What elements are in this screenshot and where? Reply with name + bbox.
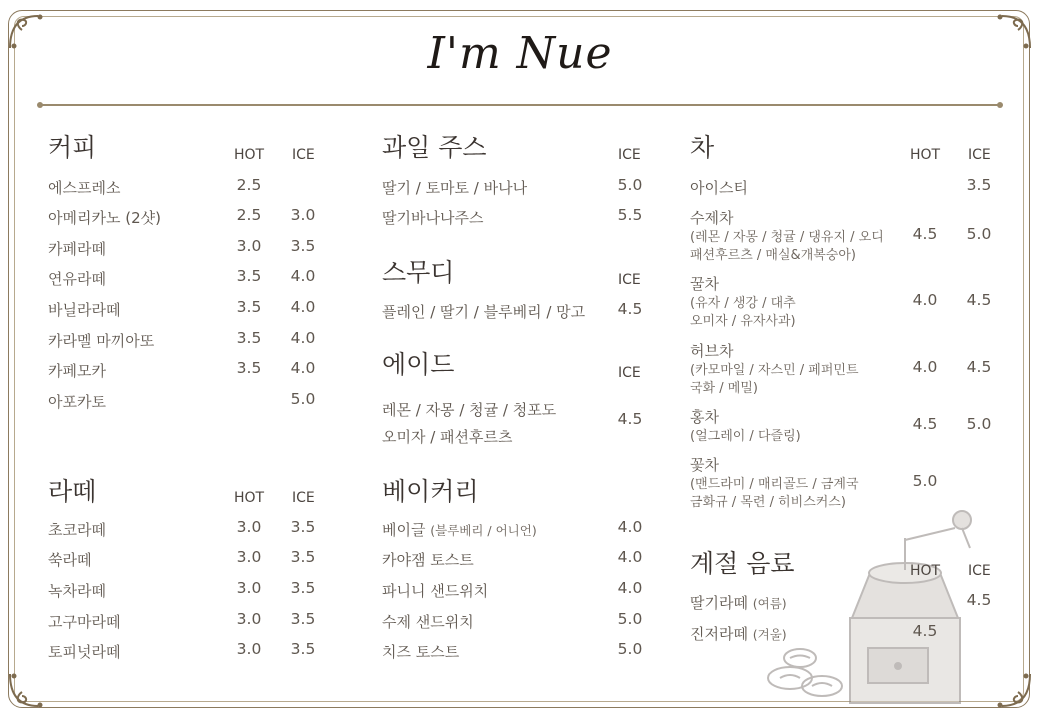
menu-item-name: 허브차	[690, 342, 734, 360]
menu-item-name: 초코라떼	[48, 521, 106, 539]
price-ice: 3.5	[290, 640, 316, 658]
price-ice: 4.5	[966, 358, 992, 376]
menu-item-note: (레몬 / 자몽 / 청귤 / 댕유지 / 오디	[690, 230, 884, 245]
menu-item-note: 패션후르츠 / 매실&개복숭아)	[690, 248, 856, 263]
price-hot: 3.0	[236, 640, 262, 658]
menu-item-name: 아메리카노 (2샷)	[48, 209, 161, 227]
price-ice: 4.0	[290, 298, 316, 316]
col-head-ice: ICE	[292, 490, 315, 506]
menu-item-name: 카라멜 마끼아또	[48, 332, 155, 350]
menu-item-name: 녹차라떼	[48, 582, 106, 600]
col-head-hot: HOT	[234, 490, 265, 506]
price-ice: 5.0	[966, 415, 992, 433]
price-hot: 3.0	[236, 518, 262, 536]
menu-item-note: 국화 / 메밀)	[690, 381, 758, 396]
price-hot: 4.0	[912, 358, 938, 376]
price-ice: 4.0	[290, 359, 316, 377]
price-ice: 3.5	[290, 237, 316, 255]
menu-item-name: 홍차	[690, 408, 719, 426]
price-ice: 3.5	[290, 610, 316, 628]
menu-item-note: (얼그레이 / 다즐링)	[690, 429, 801, 444]
menu-item-name: 꿀차	[690, 275, 719, 293]
menu-item-name: 딸기 / 토마토 / 바나나	[382, 179, 528, 197]
price-hot: 3.0	[236, 548, 262, 566]
corner-flourish-icon	[988, 666, 1036, 714]
menu-item-name: 꽃차	[690, 456, 719, 474]
col-head-ice: ICE	[618, 365, 641, 381]
price-hot: 3.0	[236, 579, 262, 597]
col-head-ice: ICE	[618, 272, 641, 288]
price: 4.0	[617, 518, 643, 536]
section-title-seasonal: 계절 음료	[690, 549, 795, 578]
menu-item-name: 카페모카	[48, 362, 106, 380]
menu-item-name: 에스프레소	[48, 179, 121, 197]
section-title-coffee: 커피	[48, 133, 97, 162]
menu-item-name: 아포카토	[48, 393, 106, 411]
menu-item-note: (유자 / 생강 / 대추	[690, 296, 796, 311]
menu-item-note: 금화규 / 목련 / 히비스커스)	[690, 495, 846, 510]
menu-item-name: 플레인 / 딸기 / 블루베리 / 망고	[382, 303, 586, 321]
price-hot: 3.5	[236, 329, 262, 347]
price-hot: 3.5	[236, 267, 262, 285]
menu-item-name: 수제차	[690, 209, 734, 227]
menu-item-name: 카야잼 토스트	[382, 551, 474, 569]
price-ice: 3.5	[290, 579, 316, 597]
price-hot: 3.0	[236, 237, 262, 255]
corner-flourish-icon	[4, 666, 52, 714]
menu-item-name: 고구마라떼	[48, 613, 121, 631]
header-divider	[40, 104, 1000, 106]
price-ice: 3.5	[290, 518, 316, 536]
price-ice: 4.0	[290, 329, 316, 347]
price-ice: 5.5	[617, 206, 643, 224]
section-title-latte: 라떼	[48, 477, 97, 506]
menu-item-name: 아이스티	[690, 179, 748, 197]
section-title-ade: 에이드	[382, 350, 455, 379]
menu-item-name: 레몬 / 자몽 / 청귤 / 청포도	[382, 401, 557, 419]
menu-item-name: 토피넛라떼	[48, 643, 121, 661]
col-head-hot: HOT	[234, 147, 265, 163]
section-title-tea: 차	[690, 133, 715, 162]
price: 4.0	[617, 548, 643, 566]
price-hot: 3.0	[236, 610, 262, 628]
menu-item-name: 딸기라떼 (여름)	[690, 594, 787, 612]
menu-item-name: 오미자 / 패션후르츠	[382, 428, 513, 446]
menu-item-note: (여름)	[752, 596, 787, 611]
price-hot: 2.5	[236, 176, 262, 194]
price-hot: 4.0	[912, 291, 938, 309]
menu-item-name: 수제 샌드위치	[382, 613, 474, 631]
price-ice: 3.5	[290, 548, 316, 566]
price-hot: 4.5	[912, 225, 938, 243]
price: 4.0	[617, 579, 643, 597]
menu-item-note: (맨드라미 / 매리골드 / 금계국	[690, 477, 859, 492]
price-hot: 4.5	[912, 415, 938, 433]
menu-item-name: 딸기바나나주스	[382, 209, 484, 227]
price-ice: 4.5	[617, 300, 643, 318]
price-ice: 4.5	[617, 410, 643, 428]
col-head-hot: HOT	[910, 147, 941, 163]
price-ice: 4.0	[290, 267, 316, 285]
menu-item-name: 연유라떼	[48, 270, 106, 288]
menu-item-name: 바닐라라떼	[48, 301, 121, 319]
price-ice: 5.0	[617, 176, 643, 194]
price-ice: 4.5	[966, 591, 992, 609]
price-hot: 2.5	[236, 206, 262, 224]
section-title-juice: 과일 주스	[382, 133, 487, 162]
col-head-hot: HOT	[910, 563, 941, 579]
menu-item-name: 쑥라떼	[48, 551, 92, 569]
price-hot: 3.5	[236, 298, 262, 316]
menu-item-name: 진저라떼 (겨울)	[690, 625, 787, 643]
price: 5.0	[617, 640, 643, 658]
price-ice: 3.5	[966, 176, 992, 194]
price-ice: 5.0	[290, 390, 316, 408]
section-title-smoothie: 스무디	[382, 258, 455, 287]
price-ice: 5.0	[966, 225, 992, 243]
price: 5.0	[617, 610, 643, 628]
menu-item-name: 치즈 토스트	[382, 643, 460, 661]
price-ice: 3.0	[290, 206, 316, 224]
col-head-ice: ICE	[292, 147, 315, 163]
price-hot: 4.5	[912, 622, 938, 640]
menu-item-name: 베이글 (블루베리 / 어니언)	[382, 521, 537, 539]
col-head-ice: ICE	[618, 147, 641, 163]
price-hot: 5.0	[912, 472, 938, 490]
col-head-ice: ICE	[968, 147, 991, 163]
menu-item-note: (블루베리 / 어니언)	[430, 523, 537, 538]
menu-item-note: 오미자 / 유자사과)	[690, 314, 796, 329]
brand-logo: I'm Nue	[427, 28, 613, 79]
price-ice: 4.5	[966, 291, 992, 309]
col-head-ice: ICE	[968, 563, 991, 579]
menu-item-note: (겨울)	[752, 627, 787, 642]
menu-item-name: 파니니 샌드위치	[382, 582, 489, 600]
price-hot: 3.5	[236, 359, 262, 377]
menu-item-note: (카모마일 / 자스민 / 페퍼민트	[690, 363, 859, 378]
section-title-bakery: 베이커리	[382, 477, 479, 506]
menu-item-name: 카페라떼	[48, 240, 106, 258]
